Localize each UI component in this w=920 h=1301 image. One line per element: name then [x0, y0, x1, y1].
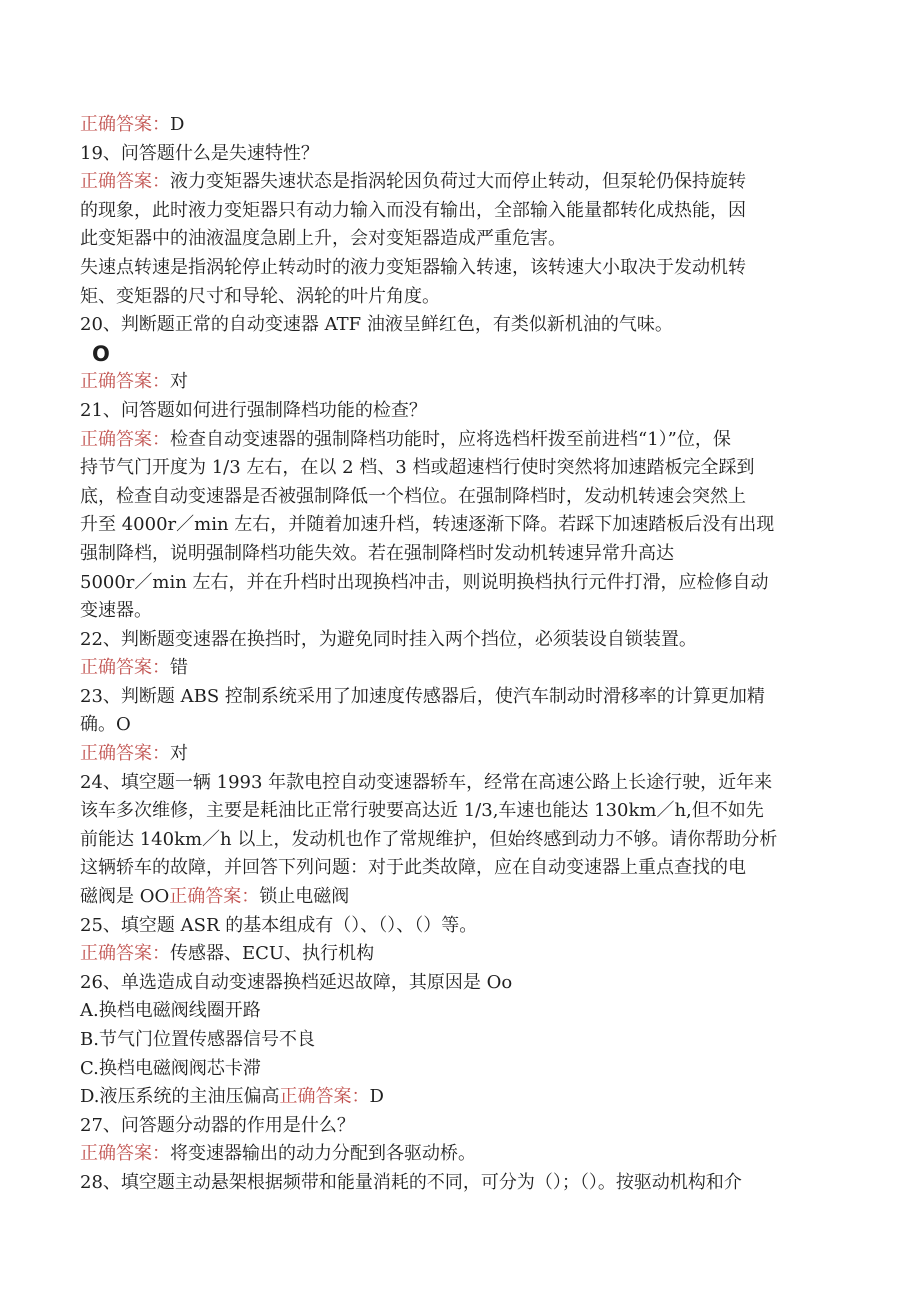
answer-text: 锁止电磁阀 [259, 886, 350, 908]
answer-label: 正确答案： [80, 743, 170, 765]
answer-text: 错 [170, 657, 188, 679]
answer-line [80, 426, 880, 455]
question-line: 22、判断题变速器在换挡时，为避免同时挂入两个挡位，必须装设自锁装置。 [80, 628, 697, 650]
answer-label: 正确答案： [80, 371, 170, 393]
question-line: 20、判断题正常的自动变速器 ATF 油液呈鲜红色，有类似新机油的气味。 [80, 314, 673, 336]
document-page [80, 111, 880, 1198]
answer-label: 正确答案： [80, 428, 170, 450]
text-line: 确。O [80, 714, 131, 736]
question-line: 19、问答题什么是失速特性？ [80, 142, 319, 164]
text-line: 这辆轿车的故障，并回答下列问题：对于此类故障，应在自动变速器上重点查找的电 [80, 857, 746, 879]
text-line [80, 883, 880, 912]
answer-label: 正确答案： [80, 114, 170, 135]
text-line: 持节气门开度为 1/3 左右，在以 2 档、3 档或超速档行使时突然将加速踏板完全踩到 [80, 457, 755, 479]
answer-label: 正确答案： [80, 1143, 170, 1165]
answer-text: 液力变矩器失速状态是指涡轮因负荷过大而停止转动，但泵轮仍保持旋转 [170, 171, 746, 193]
text-line: 失速点转速是指涡轮停止转动时的液力变矩器输入转速，该转速大小取决于发动机转 [80, 256, 746, 278]
answer-line [80, 654, 880, 683]
answer-line [80, 1140, 880, 1169]
text-fragment: 磁阀是 OO [80, 886, 170, 908]
circle-mark: O [92, 341, 110, 366]
text-line: 变速器。 [80, 600, 152, 622]
option-line: C.换档电磁阀阀芯卡滞 [80, 1057, 261, 1079]
text-line: 前能达 140km／h 以上，发动机也作了常规维护，但始终感到动力不够。请你帮助分析 [80, 828, 778, 850]
question-line: 27、问答题分动器的作用是什么？ [80, 1114, 355, 1136]
answer-label: 正确答案： [80, 657, 170, 679]
question-line: 23、判断题 ABS 控制系统采用了加速度传感器后，使汽车制动时滑移率的计算更加精 [80, 685, 765, 707]
answer-text: 传感器、ECU、执行机构 [170, 943, 375, 965]
text-line: 的现象，此时液力变矩器只有动力输入而没有输出，全部输入能量都转化成热能，因 [80, 199, 746, 221]
text-line: 升至 4000r／min 左右，并随着加速升档，转速逐渐下降。若踩下加速踏板后没有出现 [80, 514, 775, 536]
question-line: 21、问答题如何进行强制降档功能的检查？ [80, 399, 427, 421]
answer-label: 正确答案： [169, 886, 260, 908]
text-line: 矩、变矩器的尺寸和导轮、涡轮的叶片角度。 [80, 285, 440, 307]
text-line: 此变矩器中的油液温度急剧上升，会对变矩器造成严重危害。 [80, 228, 566, 250]
answer-text: D [170, 114, 185, 135]
answer-text: 将变速器输出的动力分配到各驱动桥。 [170, 1143, 476, 1165]
option-line [80, 1083, 880, 1112]
question-line: 25、填空题 ASR 的基本组成有（）、（）、（）等。 [80, 914, 478, 936]
text-line: 5000r／min 左右，并在升档时出现换档冲击，则说明换档执行元件打滑，应检修自动 [80, 571, 769, 593]
text-line: 强制降档，说明强制降档功能失效。若在强制降档时发动机转速异常升高达 [80, 542, 674, 564]
question-line: 28、填空题主动悬架根据频带和能量消耗的不同，可分为（）；（）。按驱动机构和介 [80, 1171, 742, 1193]
option-line: B.节气门位置传感器信号不良 [80, 1029, 315, 1050]
answer-line [80, 368, 880, 397]
option-line: A.换档电磁阀线圈开路 [80, 1000, 261, 1022]
answer-line [80, 111, 880, 140]
answer-text: D [369, 1086, 384, 1108]
question-line: 26、单选造成自动变速器换档延迟故障，其原因是 Oo [80, 971, 513, 993]
answer-label: 正确答案： [279, 1086, 370, 1108]
answer-text: 对 [170, 371, 188, 393]
option-text: D.液压系统的主油压偏高 [80, 1086, 280, 1108]
answer-line [80, 168, 880, 197]
question-line: 24、填空题一辆 1993 年款电控自动变速器轿车，经常在高速公路上长途行驶，近年来 [80, 771, 773, 793]
answer-line [80, 940, 880, 969]
answer-label: 正确答案： [80, 171, 170, 193]
answer-text: 检查自动变速器的强制降档功能时，应将选档杆拨至前进档“1）”位，保 [170, 428, 731, 450]
text-line: 底，检查自动变速器是否被强制降低一个档位。在强制降档时，发动机转速会突然上 [80, 485, 746, 507]
text-line: 该车多次维修，主要是耗油比正常行驶要高达近 1/3,车速也能达 130km／h,但不如先 [80, 800, 764, 822]
answer-line [80, 740, 880, 769]
answer-label: 正确答案： [80, 943, 170, 965]
answer-text: 对 [170, 743, 188, 765]
